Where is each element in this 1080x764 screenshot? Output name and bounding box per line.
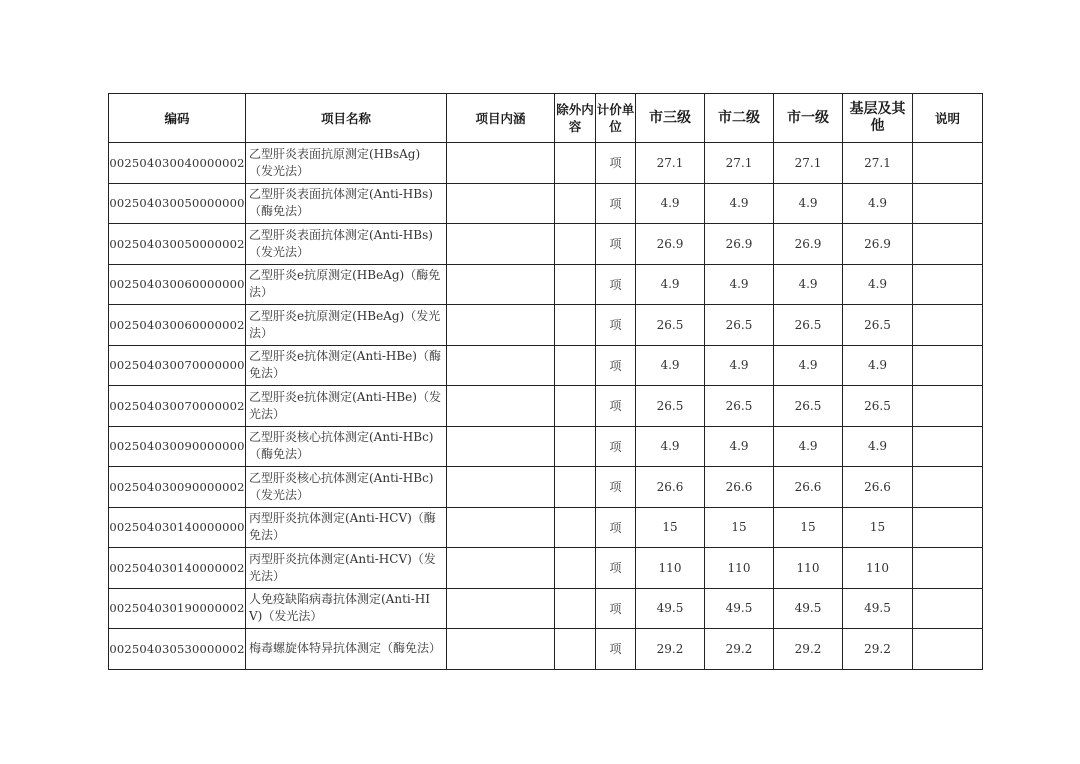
table-row [109, 548, 983, 589]
cell-note [913, 548, 983, 589]
cell-code: 002504030050000002 [109, 224, 246, 265]
cell-code: 002504030060000002 [109, 305, 246, 346]
cell-basic: 4.9 [843, 183, 913, 224]
table-row [109, 143, 983, 184]
cell-level2: 4.9 [705, 264, 774, 305]
header-unit: 计价单位 [596, 94, 636, 143]
cell-excluded [555, 588, 596, 629]
cell-name: 乙型肝炎表面抗原测定(HBsAg)（发光法） [246, 143, 447, 184]
cell-unit: 项 [596, 629, 636, 670]
cell-note [913, 264, 983, 305]
cell-content [447, 305, 555, 346]
cell-unit: 项 [596, 224, 636, 265]
table-row [109, 588, 983, 629]
cell-level3: 29.2 [636, 629, 705, 670]
cell-level1: 29.2 [774, 629, 843, 670]
cell-note [913, 507, 983, 548]
header-basic: 基层及其他 [843, 94, 913, 143]
cell-note [913, 426, 983, 467]
cell-content [447, 143, 555, 184]
cell-level2: 26.9 [705, 224, 774, 265]
cell-basic: 29.2 [843, 629, 913, 670]
cell-level2: 4.9 [705, 345, 774, 386]
cell-unit: 项 [596, 588, 636, 629]
cell-note [913, 345, 983, 386]
cell-note [913, 224, 983, 265]
cell-unit: 项 [596, 264, 636, 305]
cell-code: 002504030060000000 [109, 264, 246, 305]
cell-unit: 项 [596, 507, 636, 548]
cell-basic: 110 [843, 548, 913, 589]
cell-level3: 4.9 [636, 264, 705, 305]
cell-code: 002504030070000000 [109, 345, 246, 386]
cell-level2: 15 [705, 507, 774, 548]
cell-name: 人免疫缺陷病毒抗体测定(Anti-HIV)（发光法） [246, 588, 447, 629]
cell-note [913, 629, 983, 670]
cell-level3: 26.5 [636, 305, 705, 346]
cell-note [913, 386, 983, 427]
cell-name: 乙型肝炎核心抗体测定(Anti-HBc)（发光法） [246, 467, 447, 508]
table-row [109, 467, 983, 508]
price-table [108, 93, 983, 670]
cell-unit: 项 [596, 143, 636, 184]
table-row [109, 183, 983, 224]
cell-note [913, 143, 983, 184]
cell-level1: 26.5 [774, 386, 843, 427]
cell-excluded [555, 507, 596, 548]
cell-name: 乙型肝炎e抗体测定(Anti-HBe)（发光法） [246, 386, 447, 427]
header-code: 编码 [109, 94, 246, 143]
cell-name: 丙型肝炎抗体测定(Anti-HCV)（发光法） [246, 548, 447, 589]
cell-level1: 4.9 [774, 183, 843, 224]
cell-level3: 26.5 [636, 386, 705, 427]
cell-code: 002504030050000000 [109, 183, 246, 224]
cell-excluded [555, 305, 596, 346]
cell-content [447, 426, 555, 467]
cell-level3: 4.9 [636, 183, 705, 224]
cell-basic: 26.5 [843, 305, 913, 346]
cell-level2: 4.9 [705, 183, 774, 224]
cell-level1: 49.5 [774, 588, 843, 629]
table-row [109, 345, 983, 386]
cell-excluded [555, 426, 596, 467]
cell-content [447, 467, 555, 508]
cell-name: 乙型肝炎e抗原测定(HBeAg)（酶免法） [246, 264, 447, 305]
cell-content [447, 588, 555, 629]
cell-level3: 27.1 [636, 143, 705, 184]
cell-name: 乙型肝炎核心抗体测定(Anti-HBc)（酶免法） [246, 426, 447, 467]
cell-level1: 4.9 [774, 264, 843, 305]
cell-name: 梅毒螺旋体特异抗体测定（酶免法） [246, 629, 447, 670]
table-row [109, 386, 983, 427]
cell-content [447, 629, 555, 670]
cell-level2: 26.5 [705, 305, 774, 346]
cell-level2: 4.9 [705, 426, 774, 467]
cell-unit: 项 [596, 548, 636, 589]
cell-code: 002504030530000002 [109, 629, 246, 670]
cell-level3: 15 [636, 507, 705, 548]
cell-unit: 项 [596, 345, 636, 386]
cell-content [447, 183, 555, 224]
cell-code: 002504030090000002 [109, 467, 246, 508]
price-table-sheet [108, 93, 983, 670]
cell-level2: 49.5 [705, 588, 774, 629]
table-row [109, 629, 983, 670]
cell-level1: 15 [774, 507, 843, 548]
cell-name: 乙型肝炎e抗原测定(HBeAg)（发光法） [246, 305, 447, 346]
table-row [109, 426, 983, 467]
cell-name: 乙型肝炎e抗体测定(Anti-HBe)（酶免法） [246, 345, 447, 386]
table-row [109, 507, 983, 548]
header-row [109, 94, 983, 143]
cell-basic: 4.9 [843, 426, 913, 467]
table-body [109, 143, 983, 670]
header-level2: 市二级 [705, 94, 774, 143]
cell-basic: 26.9 [843, 224, 913, 265]
cell-note [913, 305, 983, 346]
cell-unit: 项 [596, 183, 636, 224]
header-level1: 市一级 [774, 94, 843, 143]
cell-content [447, 345, 555, 386]
cell-level1: 26.6 [774, 467, 843, 508]
cell-basic: 26.6 [843, 467, 913, 508]
cell-excluded [555, 548, 596, 589]
cell-unit: 项 [596, 426, 636, 467]
cell-excluded [555, 183, 596, 224]
cell-excluded [555, 143, 596, 184]
cell-excluded [555, 345, 596, 386]
cell-unit: 项 [596, 467, 636, 508]
cell-note [913, 467, 983, 508]
header-level3: 市三级 [636, 94, 705, 143]
table-row [109, 264, 983, 305]
cell-level3: 26.6 [636, 467, 705, 508]
header-note: 说明 [913, 94, 983, 143]
cell-level1: 4.9 [774, 345, 843, 386]
cell-level2: 27.1 [705, 143, 774, 184]
cell-note [913, 588, 983, 629]
cell-excluded [555, 386, 596, 427]
cell-code: 002504030090000000 [109, 426, 246, 467]
cell-excluded [555, 467, 596, 508]
cell-unit: 项 [596, 386, 636, 427]
cell-basic: 49.5 [843, 588, 913, 629]
cell-name: 乙型肝炎表面抗体测定(Anti-HBs)（酶免法） [246, 183, 447, 224]
cell-level1: 4.9 [774, 426, 843, 467]
cell-code: 002504030070000002 [109, 386, 246, 427]
cell-level1: 110 [774, 548, 843, 589]
cell-excluded [555, 629, 596, 670]
cell-level2: 26.5 [705, 386, 774, 427]
cell-name: 乙型肝炎表面抗体测定(Anti-HBs)（发光法） [246, 224, 447, 265]
cell-level1: 27.1 [774, 143, 843, 184]
cell-note [913, 183, 983, 224]
cell-basic: 26.5 [843, 386, 913, 427]
header-content: 项目内涵 [447, 94, 555, 143]
cell-level3: 49.5 [636, 588, 705, 629]
cell-basic: 4.9 [843, 264, 913, 305]
cell-code: 002504030190000002 [109, 588, 246, 629]
cell-unit: 项 [596, 305, 636, 346]
cell-content [447, 224, 555, 265]
cell-level3: 26.9 [636, 224, 705, 265]
cell-content [447, 548, 555, 589]
cell-code: 002504030040000002 [109, 143, 246, 184]
cell-basic: 27.1 [843, 143, 913, 184]
cell-basic: 4.9 [843, 345, 913, 386]
cell-content [447, 386, 555, 427]
cell-level2: 29.2 [705, 629, 774, 670]
cell-code: 002504030140000002 [109, 548, 246, 589]
cell-basic: 15 [843, 507, 913, 548]
cell-content [447, 264, 555, 305]
table-row [109, 224, 983, 265]
cell-excluded [555, 264, 596, 305]
cell-content [447, 507, 555, 548]
cell-level3: 4.9 [636, 426, 705, 467]
cell-level2: 26.6 [705, 467, 774, 508]
header-excluded: 除外内容 [555, 94, 596, 143]
cell-level1: 26.5 [774, 305, 843, 346]
cell-level3: 110 [636, 548, 705, 589]
header-name: 项目名称 [246, 94, 447, 143]
cell-code: 002504030140000000 [109, 507, 246, 548]
cell-level1: 26.9 [774, 224, 843, 265]
cell-excluded [555, 224, 596, 265]
cell-level3: 4.9 [636, 345, 705, 386]
cell-name: 丙型肝炎抗体测定(Anti-HCV)（酶免法） [246, 507, 447, 548]
table-row [109, 305, 983, 346]
cell-level2: 110 [705, 548, 774, 589]
